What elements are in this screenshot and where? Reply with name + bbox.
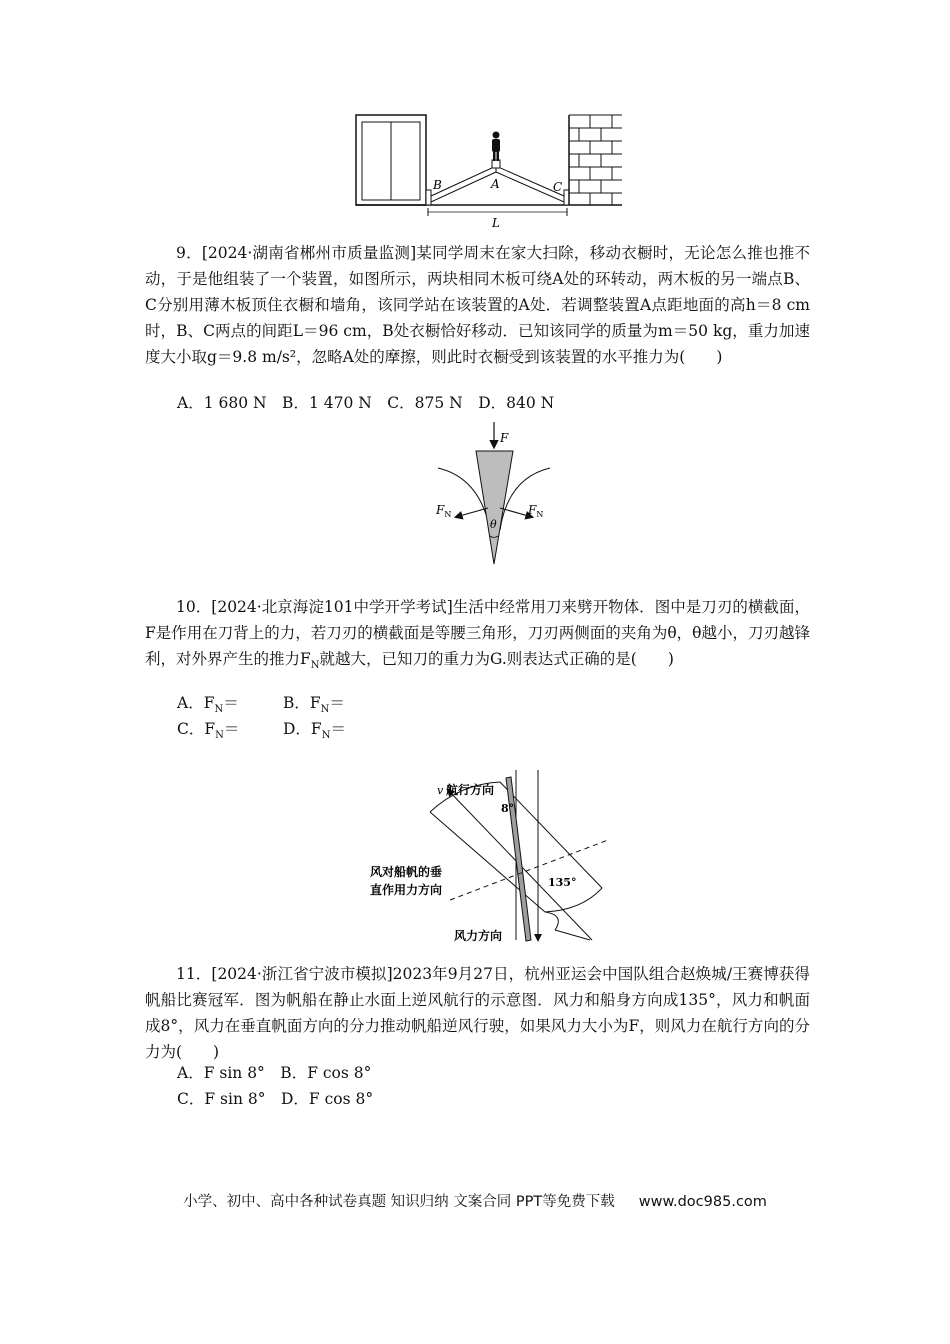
footer-site-link[interactable]: www.doc985.com	[638, 1194, 767, 1210]
question-9	[145, 240, 810, 370]
question-11-options-row2	[177, 1086, 387, 1112]
question-10-options-row2	[177, 716, 360, 749]
question-10-option-d: D．$F_N=$	[283, 720, 346, 742]
label-fn-left: $F_N$	[436, 503, 452, 519]
label-c: C	[553, 180, 563, 194]
question-9-options	[177, 390, 568, 416]
figure-sailboat-forces	[360, 760, 620, 950]
question-10-text-tail: 就越大，已知刀的重力为G.则表达式正确的是( )	[319, 650, 674, 668]
person-icon	[492, 132, 500, 162]
question-10-option-a: A．$F_N=$	[177, 694, 239, 716]
question-11-options-row1	[177, 1060, 385, 1086]
brick-wall	[569, 115, 622, 205]
footer-text: 小学、初中、高中各种试卷真题 知识归纳 文案合同 PPT等免费下载	[183, 1194, 615, 1210]
label-v: v	[437, 784, 444, 797]
label-wind-perp-line2: 直作用力方向	[370, 883, 443, 897]
question-10-option-b: B．$F_N=$	[283, 694, 345, 716]
label-135deg: 135°	[548, 876, 577, 889]
question-10-text: 10．[2024·北京海淀101中学开学考试]生活中经常用刀来劈开物体．图中是刀刃的横截面，F是作用在刀背上的力，若刀刃的横截面是等腰三角形，刀刃两侧面的夹角为θ，θ越小，刀刃越锋利，对外界产生的推力F	[145, 598, 810, 668]
label-wind-perp-line1: 风对船帆的垂	[370, 865, 443, 879]
question-9-option-row: A．1 680 N B．1 470 N C．875 N D．840 N	[177, 394, 555, 412]
figure-blade-cross-section	[420, 420, 570, 570]
label-b: B	[433, 178, 442, 192]
blade	[476, 451, 513, 564]
question-11-text: 11．[2024·浙江省宁波市模拟]2023年9月27日，杭州亚运会中国队组合赵焕城/王赛博获得帆船比赛冠军．图为帆船在静止水面上逆风航行的示意图．风力和船身方向成135°，风力和帆面成8°，风力在垂直帆面方向的分力推动帆船逆风行驶，如果风力大小为F，则风力在航行方向的分力为( )	[145, 965, 810, 1061]
label-f: F	[500, 431, 509, 445]
question-11	[145, 961, 810, 1065]
question-11-options-ab: A．F sin 8° B．F cos 8°	[177, 1064, 372, 1082]
figure-wardrobe-device	[350, 110, 630, 230]
label-wind-direction: 风力方向	[454, 929, 503, 943]
question-10-subscript: N	[310, 660, 320, 672]
label-heading: 航行方向	[446, 783, 495, 797]
page-footer	[0, 1190, 950, 1211]
label-8deg: 8°	[501, 802, 515, 815]
label-theta: θ	[490, 518, 497, 531]
question-9-text: 9．[2024·湖南省郴州市质量监测]某同学周末在家大扫除，移动衣橱时，无论怎么推也推不动，于是他组装了一个装置，如图所示，两块相同木板可绕A处的环转动，两木板的另一端点B、C分别用薄木板顶住衣橱和墙角，该同学站在该装置的A处．若调整装置A点距地面的高h＝8 cm时，B、C两点的间距L＝96 cm，B处衣橱恰好移动．已知该同学的质量为m＝50 kg，重力加速度大小取g＝9.8 m/s²，忽略A处的摩擦，则此时衣橱受到该装置的水平推力为( )	[145, 244, 810, 366]
question-11-options-cd: C．F sin 8° D．F cos 8°	[177, 1090, 374, 1108]
label-l: L	[492, 216, 500, 230]
label-fn-right: $F_N$	[528, 503, 544, 519]
question-10	[145, 594, 810, 679]
label-a: A	[491, 177, 500, 191]
question-10-option-c: C．$F_N=$	[177, 720, 240, 742]
